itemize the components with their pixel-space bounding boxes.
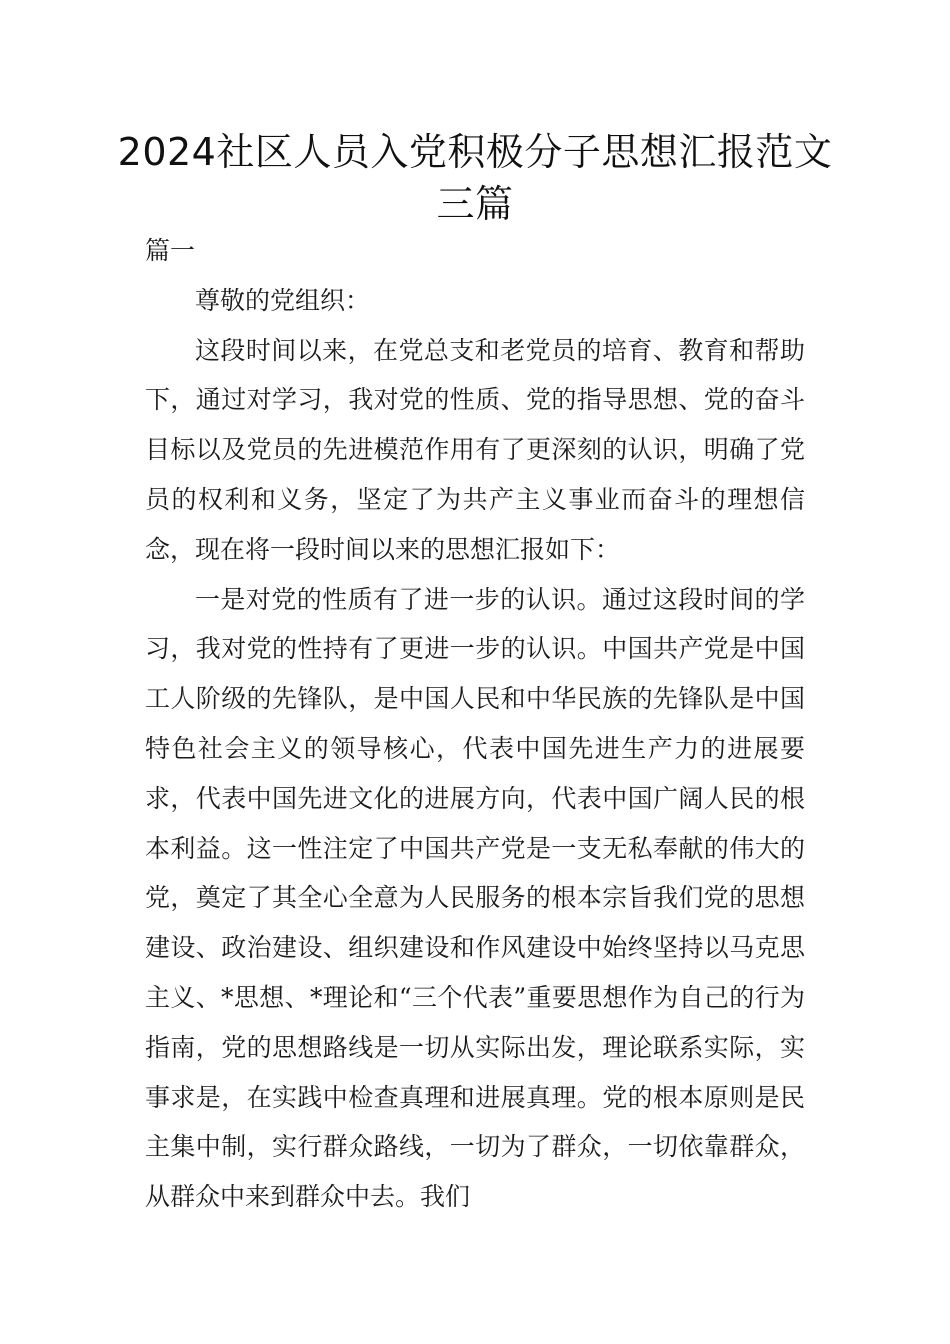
- section-label: 篇一: [145, 236, 196, 265]
- body-paragraph: 一是对党的性质有了进一步的认识。通过这段时间的学习，我对党的性持有了更进一步的认识。中国共产党是中国工人阶级的先锋队，是中国人民和中华民族的先锋队是中国特色社会主义的领导核心，代表中国先进生产力的进展要求，代表中国先进文化的进展方向，代表中国广阔人民的根本利益。这一性注定了中国共产党是一支无私奉献的伟大的党，奠定了其全心全意为人民服务的根本宗旨我们党的思想建设、政治建设、组织建设和作风建设中始终坚持以马克思主义、*思想、*理论和“三个代表”重要思想作为自己的行为指南，党的思想路线是一切从实际出发，理论联系实际，实事求是，在实践中检查真理和进展真理。党的根本原则是民主集中制，实行群众路线，一切为了群众，一切依靠群众，从群众中来到群众中去。我们: [145, 584, 805, 1212]
- document-body: [145, 226, 805, 1222]
- document-title: 2024社区人员入党积极分子思想汇报范文三篇: [117, 130, 833, 226]
- salutation: 尊敬的党组织：: [195, 285, 371, 315]
- body-paragraph: 这段时间以来，在党总支和老党员的培育、教育和帮助下，通过对学习，我对党的性质、党的指导思想、党的奋斗目标以及党员的先进模范作用有了更深刻的认识，明确了党员的权利和义务，坚定了为共产主义事业而奋斗的理想信念，现在将一段时间以来的思想汇报如下：: [145, 335, 805, 564]
